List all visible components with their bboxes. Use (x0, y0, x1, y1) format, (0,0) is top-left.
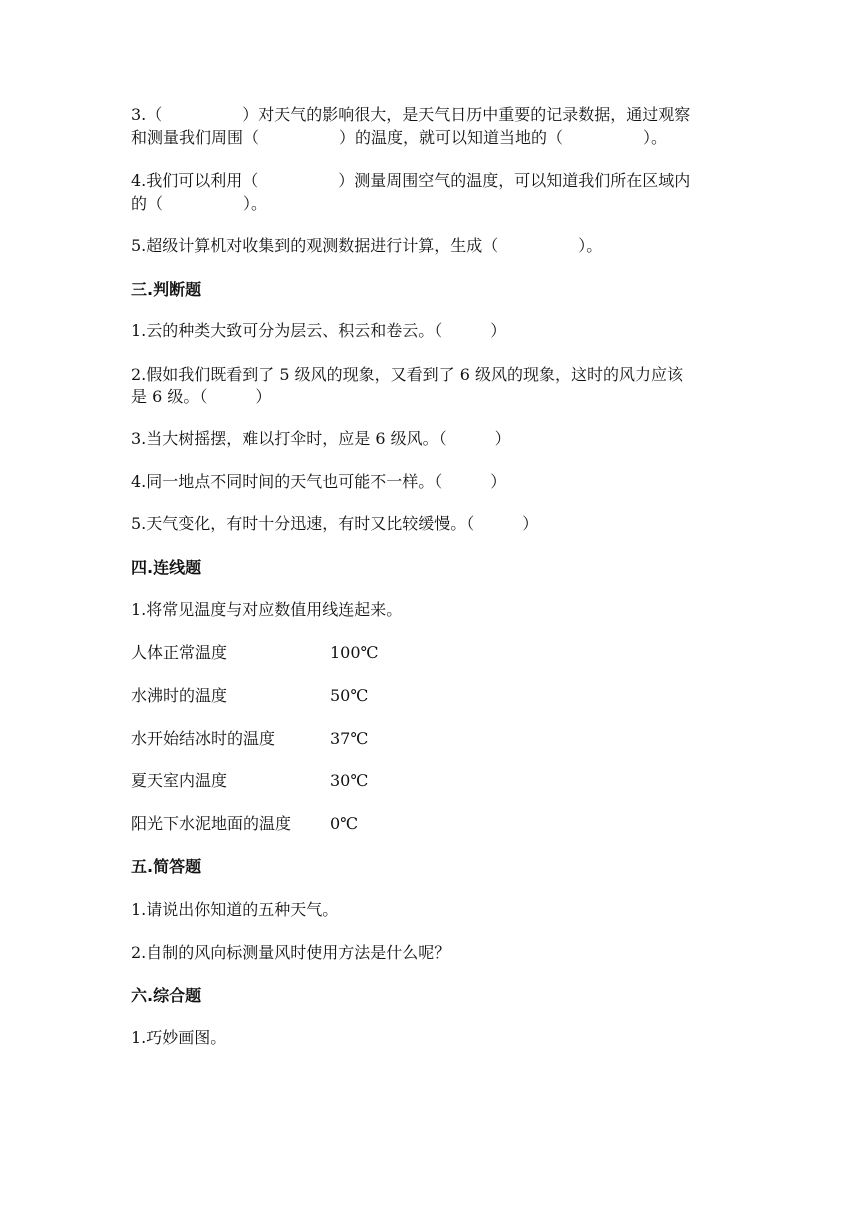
matching-left-item: 水沸时的温度 (131, 686, 228, 705)
fill-blank-q5: 5.超级计算机对收集到的观测数据进行计算，生成（ ）。 (131, 236, 603, 255)
fill-blank-q3-line1: 3.（ ）对天气的影响很大，是天气日历中重要的记录数据，通过观察 (131, 105, 691, 124)
fill-blank-q4-line1: 4.我们可以利用（ ）测量周围空气的温度，可以知道我们所在区域内 (131, 171, 691, 190)
fill-blank-q3-line2: 和测量我们周围（ ）的温度，就可以知道当地的（ ）。 (131, 128, 668, 147)
matching-left-item: 阳光下水泥地面的温度 (131, 814, 292, 833)
judgment-q3: 3.当大树摇摆，难以打伞时，应是 6 级风。（ ） (131, 429, 511, 448)
matching-right-item: 100℃ (330, 643, 379, 662)
judgment-q2-line1: 2.假如我们既看到了 5 级风的现象，又看到了 6 级风的现象，这时的风力应该 (131, 365, 683, 384)
matching-right-item: 37℃ (330, 729, 369, 748)
section-heading-short-answer: 五.简答题 (131, 857, 202, 876)
judgment-q2-line2: 是 6 级。（ ） (131, 387, 272, 406)
judgment-q1: 1.云的种类大致可分为层云、积云和卷云。（ ） (131, 321, 507, 340)
matching-left-item: 人体正常温度 (131, 643, 228, 662)
section-heading-matching: 四.连线题 (131, 558, 202, 577)
section-heading-judgment: 三.判断题 (131, 280, 202, 299)
judgment-q5: 5.天气变化，有时十分迅速，有时又比较缓慢。（ ） (131, 514, 539, 533)
short-answer-q1: 1.请说出你知道的五种天气。 (131, 900, 339, 919)
short-answer-q2: 2.自制的风向标测量风时使用方法是什么呢？ (131, 943, 451, 962)
judgment-q4: 4.同一地点不同时间的天气也可能不一样。（ ） (131, 472, 507, 491)
matching-right-item: 50℃ (330, 686, 369, 705)
section-heading-comprehensive: 六.综合题 (131, 986, 202, 1005)
matching-q1: 1.将常见温度与对应数值用线连起来。 (131, 600, 403, 619)
matching-left-item: 水开始结冰时的温度 (131, 729, 276, 748)
matching-right-item: 0℃ (330, 814, 359, 833)
matching-right-item: 30℃ (330, 771, 369, 790)
fill-blank-q4-line2: 的（ ）。 (131, 194, 268, 213)
comprehensive-q1: 1.巧妙画图。 (131, 1028, 227, 1047)
matching-left-item: 夏天室内温度 (131, 771, 228, 790)
